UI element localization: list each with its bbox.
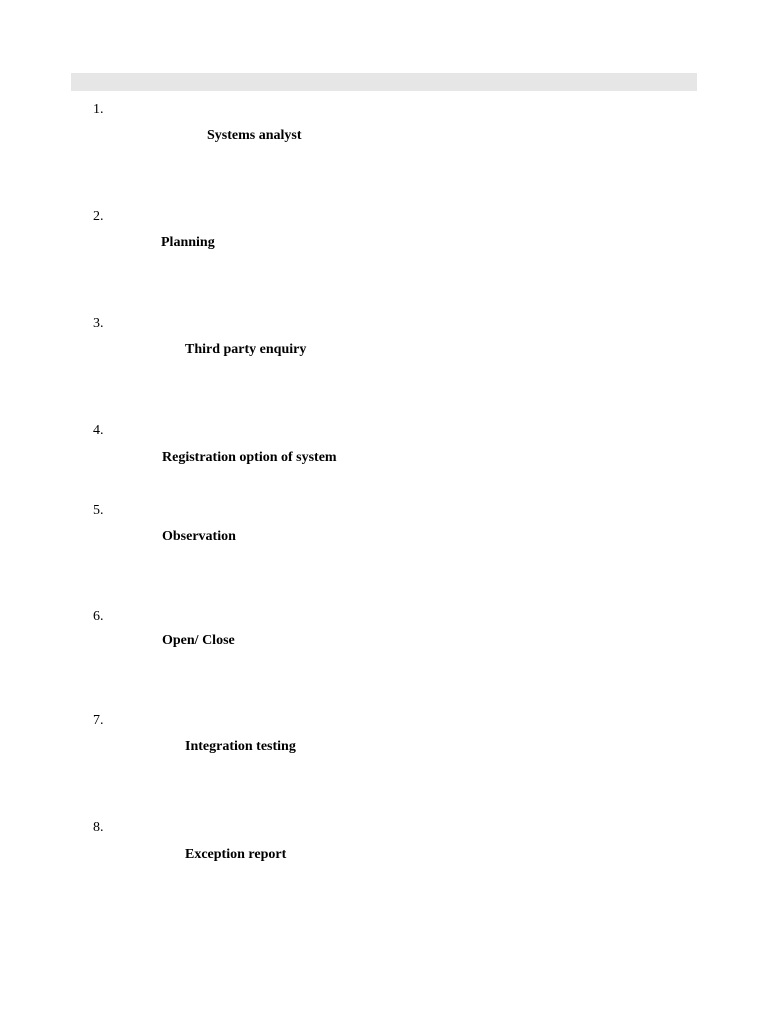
item-number: 7. xyxy=(93,713,104,728)
header-bar xyxy=(71,73,697,91)
item-answer: Systems analyst xyxy=(207,128,302,143)
item-number: 2. xyxy=(93,209,104,224)
item-number: 8. xyxy=(93,820,104,835)
item-answer: Integration testing xyxy=(185,739,296,754)
item-number: 6. xyxy=(93,609,104,624)
item-number: 5. xyxy=(93,503,104,518)
item-number: 4. xyxy=(93,423,104,438)
item-answer: Planning xyxy=(161,235,215,250)
item-answer: Third party enquiry xyxy=(185,342,307,357)
item-number: 1. xyxy=(93,102,104,117)
item-number: 3. xyxy=(93,316,104,331)
item-answer: Observation xyxy=(162,529,236,544)
item-answer: Exception report xyxy=(185,847,287,862)
item-answer: Open/ Close xyxy=(162,633,235,648)
item-answer: Registration option of system xyxy=(162,450,337,465)
